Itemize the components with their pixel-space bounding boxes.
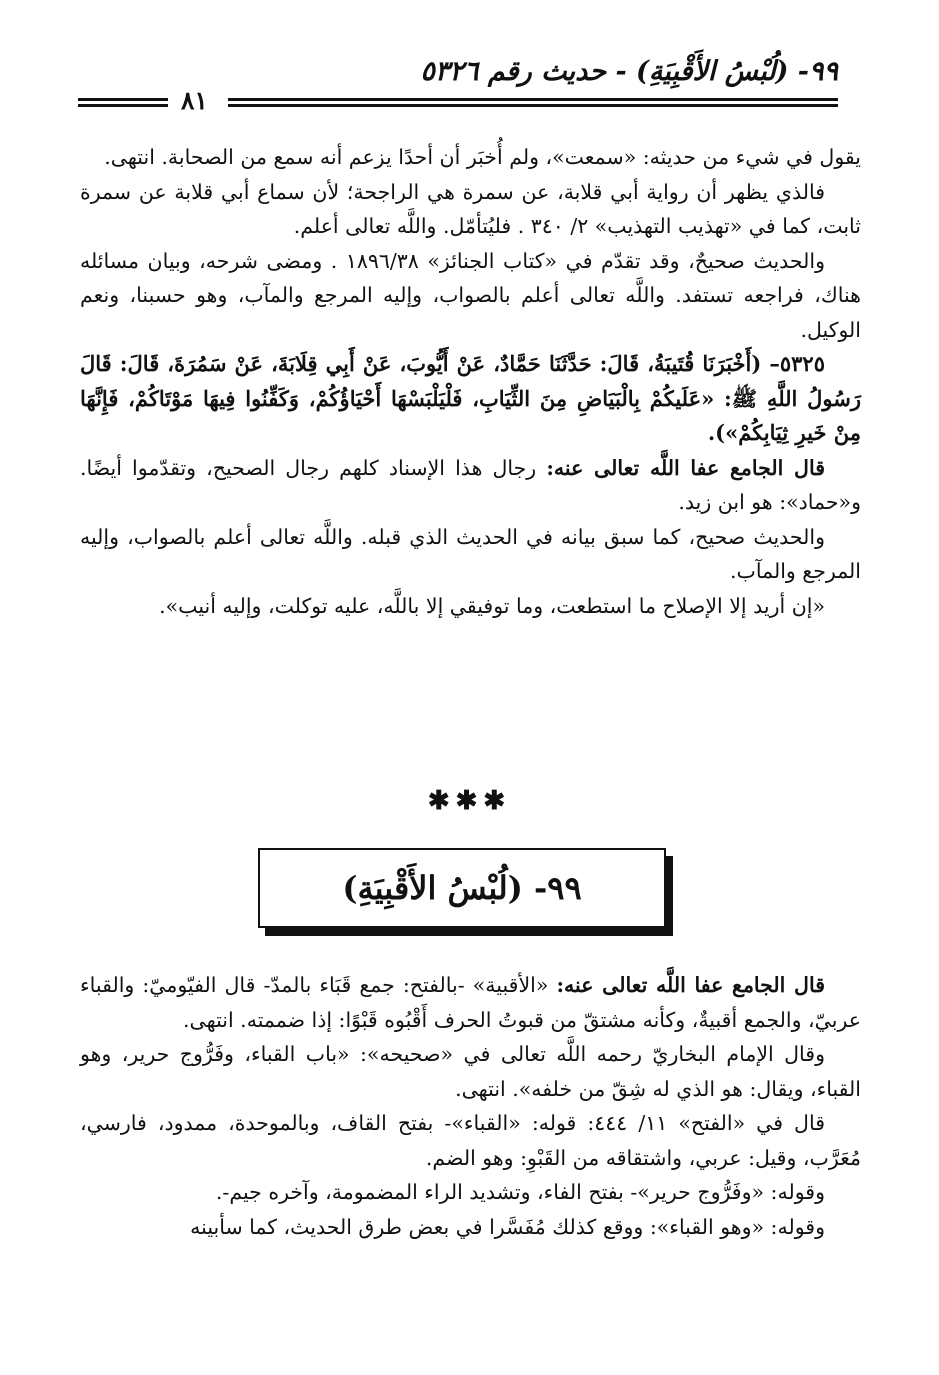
paragraph-rest: رجال هذا الإسناد كلهم رجال الصحيح، وتقدّموا أيضًا. و«حماد»: هو ابن زيد. — [80, 455, 861, 514]
author-lead: قال الجامع عفا اللَّه تعالى عنه: — [556, 973, 825, 997]
header-rule-left — [78, 98, 168, 110]
section-separator: ✱✱✱ — [427, 786, 512, 816]
paragraph — [80, 968, 861, 1037]
paragraph: يقول في شيء من حديثه: «سمعت»، ولم أُخبَر أن أحدًا يزعم أنه سمع من الصحابة. انتهى. — [104, 145, 861, 169]
page-number: ٨١ — [173, 88, 216, 114]
paragraph: فالذي يظهر أن رواية أبي قلابة، عن سمرة هي الراجحة؛ لأن سماع أبي قلابة عن سمرة ثابت، كما في «تهذيب التهذيب» ٢/ ٣٤٠ . فليُتأمّل. واللَّه تعالى أعلم. — [80, 179, 861, 238]
paragraph: وقوله: «وهو القباء»: ووقع كذلك مُفَسَّرا في بعض طرق الحديث، كما سأبينه — [190, 1214, 825, 1239]
text-block-1 — [80, 140, 861, 623]
paragraph: وقوله: «وفَرُّوج حرير»- بفتح الفاء، وتشديد الراء المضمومة، وآخره جيم-. — [215, 1180, 825, 1204]
paragraph: والحديث صحيحٌ، وقد تقدّم في «كتاب الجنائز» ١٨٩٦/٣٨ . ومضى شرحه، وبيان مسائله هناك، فراجعه تستفد. واللَّه تعالى أعلم بالصواب، وإليه المرجع والمآب، وهو حسبنا، ونعم الوكيل. — [80, 248, 861, 342]
quran-quote: «إن أريد إلا الإصلاح ما استطعت، وما توفيقي إلا باللَّه، عليه توكلت، وإليه أنيب». — [159, 593, 825, 618]
paragraph-rest: «الأقبية» -بالفتح: جمع قَبَاء بالمدّ- قال الفيّوميّ: والقباء عربيّ، والجمع أقبيةٌ، وكأنه مشتقّ من قبوتُ الحرف أَقْبُوه قَبْوًا: إذا ضممته. انتهى. — [80, 973, 861, 1032]
header-rule-right — [228, 98, 838, 110]
hadith-text: ٥٣٢٥– (أَخْبَرَنَا قُتَيبَةُ، قَالَ: حَدَّثَنَا حَمَّادٌ، عَنْ أَيُّوبَ، عَنْ أَبِي قِلَابَةَ، عَنْ سَمُرَةَ، قَالَ: قَالَ رَسُولُ اللَّهِ ﷺ: «عَلَيكُمْ بِالْبَيَاضِ مِنَ الثِّيَابِ، فَلْيَلْبَسْهَا أَحْيَاؤُكُمْ، وَكَفِّنُوا فِيهَا مَوْتَاكُمْ، فَإِنَّهَا مِنْ خَيرِ ثِيَابِكُمْ»). — [80, 351, 861, 445]
paragraph: قال في «الفتح» ١١/ ٤٤٤: قوله: «القباء»- بفتح القاف، وبالموحدة، ممدود، فارسي، مُعَرَّب، وقيل: عربي، واشتقاقه من القَبْوِ: وهو الضم. — [80, 1111, 861, 1170]
text-block-2 — [80, 968, 861, 1244]
running-header — [78, 56, 838, 116]
chapter-title: ٩٩- (لُبْسُ الأَقْبِيَةِ) — [342, 869, 582, 907]
paragraph — [80, 451, 861, 520]
paragraph: وقال الإمام البخاريّ رحمه اللَّه تعالى في «صحيحه»: «باب القباء، وفَرُّوج حرير، وهو القباء، ويقال: هو الذي له شِقّ من خلفه». انتهى. — [80, 1042, 861, 1101]
paragraph: والحديث صحيح، كما سبق بيانه في الحديث الذي قبله. واللَّه تعالى أعلم بالصواب، وإليه المرجع والمآب. — [80, 524, 861, 583]
chapter-heading-box — [258, 848, 666, 928]
header-title: ٩٩- (لُبْسُ الأَقْبِيَةِ) - حديث رقم ٥٣٢٦ — [420, 56, 838, 87]
author-lead: قال الجامع عفا اللَّه تعالى عنه: — [546, 455, 825, 480]
